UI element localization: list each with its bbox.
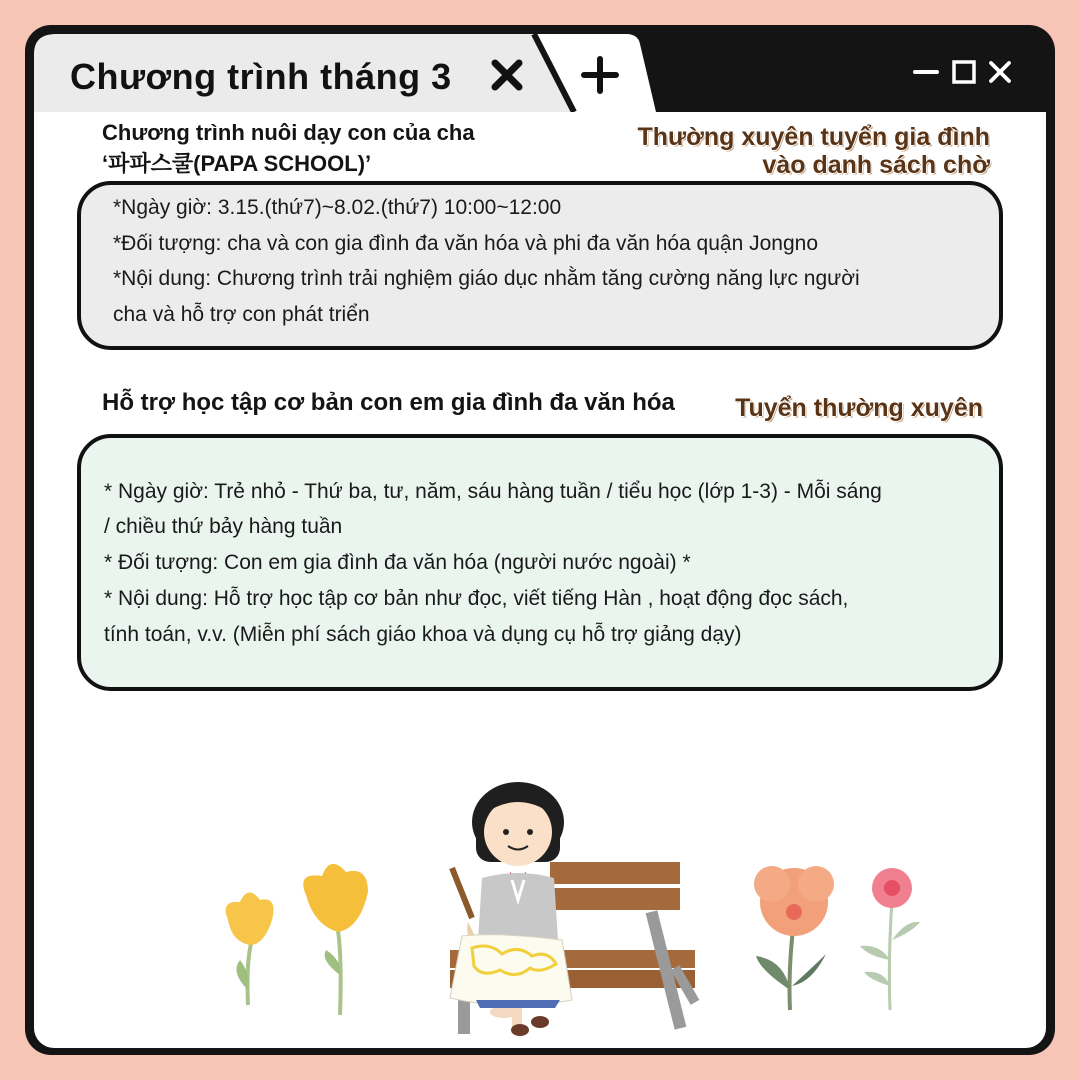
section2-line-time: * Ngày giờ: Trẻ nhỏ - Thứ ba, tư, năm, sáu hàng tuần / tiểu học (lớp 1-3) - Mỗi sáng (104, 480, 882, 503)
girl-on-bench-illustration (200, 760, 960, 1050)
tab-title[interactable]: Chương trình tháng 3 (70, 56, 452, 97)
section2-line-target: * Đối tượng: Con em gia đình đa văn hóa (người nước ngoài) * (104, 551, 691, 574)
section2-line-time-cont: / chiều thứ bảy hàng tuần (104, 515, 343, 538)
orange-flower-icon (754, 866, 834, 1010)
window-close-icon[interactable] (986, 58, 1014, 86)
section1-title-line1: Chương trình nuôi dạy con của cha (102, 120, 475, 145)
section2-badge: Tuyển thường xuyên (735, 394, 983, 422)
yellow-flower-icon (226, 892, 274, 1005)
maximize-icon[interactable] (950, 58, 978, 86)
section2-line-content: * Nội dung: Hỗ trợ học tập cơ bản như đọc, viết tiếng Hàn , hoạt động đọc sách, (104, 587, 849, 610)
pink-flower-icon (860, 868, 920, 1010)
minimize-icon[interactable] (912, 58, 940, 86)
section2-line-content-cont: tính toán, v.v. (Miễn phí sách giáo khoa và dụng cụ hỗ trợ giảng dạy) (104, 623, 742, 646)
plus-icon[interactable] (578, 53, 622, 97)
section1-badge-line1: Thường xuyên tuyển gia đình (637, 123, 990, 151)
section1-badge-line2: vào danh sách chờ (762, 151, 990, 179)
section1-line-time: *Ngày giờ: 3.15.(thứ7)~8.02.(thứ7) 10:00~12:00 (113, 196, 562, 219)
girl-icon (450, 782, 572, 1036)
yellow-flower-icon (303, 864, 368, 1015)
section2-title: Hỗ trợ học tập cơ bản con em gia đình đa văn hóa (102, 389, 675, 416)
close-icon[interactable] (488, 56, 526, 94)
section1-line-content: *Nội dung: Chương trình trải nghiệm giáo dục nhằm tăng cường năng lực người (113, 267, 860, 290)
section1-line-content-cont: cha và hỗ trợ con phát triển (113, 303, 370, 326)
section1-title-line2: ‘파파스쿨(PAPA SCHOOL)’ (102, 151, 372, 176)
section1-line-target: *Đối tượng: cha và con gia đình đa văn hóa và phi đa văn hóa quận Jongno (113, 232, 819, 255)
